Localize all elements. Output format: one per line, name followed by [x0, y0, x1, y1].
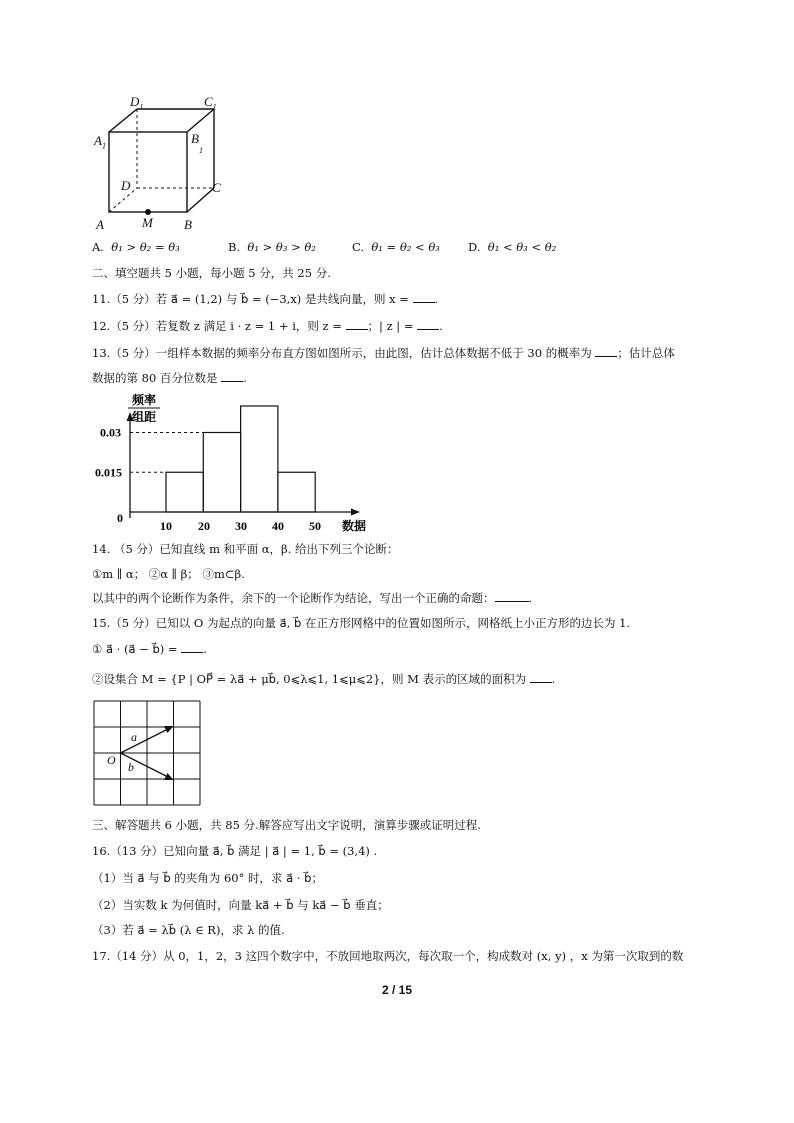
histogram-bar — [203, 433, 240, 513]
answer-blank — [181, 642, 203, 653]
histogram-xtick-10: 10 — [160, 519, 172, 533]
option-d: D. θ₁ < θ₃ < θ₂ — [468, 240, 557, 254]
cube-front-face — [109, 132, 187, 212]
question-15-line-2: ① a⃗ · (a⃗ − b⃗) = . — [92, 642, 207, 656]
histogram-xlabel: 数据 — [341, 519, 367, 533]
option-a: A. θ₁ > θ₂ = θ₃ — [92, 240, 180, 254]
question-14-line-3: 以其中的两个论断作为条件，余下的一个论断作为结论，写出一个正确的命题： . — [92, 591, 533, 605]
vector-a — [121, 729, 170, 754]
cube-figure — [92, 94, 232, 234]
answer-blank — [413, 292, 435, 303]
histogram-xtick-40: 40 — [272, 519, 284, 533]
question-16-line-1: 16.（13 分）已知向量 a⃗, b⃗ 满足 | a⃗ | = 1, b⃗ = (3,4) . — [92, 844, 378, 858]
histogram-bar — [241, 406, 278, 512]
histogram-ylabel-bottom: 组距 — [131, 410, 157, 424]
histogram-xtick-50: 50 — [309, 519, 321, 533]
answer-blank — [495, 591, 529, 602]
label-d: D — [121, 178, 131, 193]
vector-a-arrow-icon — [164, 726, 174, 733]
label-o: O — [107, 753, 116, 767]
section-2-heading: 二、填空题共 5 小题，每小题 5 分，共 25 分. — [92, 266, 331, 280]
x-axis-arrow-icon — [351, 509, 360, 516]
answer-blank — [221, 371, 243, 382]
label-b1: $B_1$ — [191, 131, 203, 155]
answer-blank — [595, 346, 617, 357]
label-d1: $D_1$ — [130, 94, 144, 112]
question-14-line-1: 14. （5 分）已知直线 m 和平面 α，β. 给出下列三个论断： — [92, 542, 399, 556]
question-16-line-3: （2）当实数 k 为何值时，向量 ka⃗ + b⃗ 与 ka⃗ − b⃗ 垂直； — [92, 898, 389, 912]
histogram-xtick-20: 20 — [198, 519, 210, 533]
question-17-line-1: 17.（14 分）从 0，1，2，3 这四个数字中，不放回地取两次，每次取一个，构成数对 (x, y) ，x 为第一次取到的数 — [92, 949, 684, 963]
vector-b-arrow-icon — [164, 773, 174, 780]
question-13-line-2: 数据的第 80 百分位数是 . — [92, 371, 247, 385]
histogram-ylabel-top: 频率 — [131, 393, 157, 407]
option-c: C. θ₁ = θ₂ < θ₃ — [352, 240, 440, 254]
histogram-bar — [166, 472, 203, 512]
histogram-ytick-003: 0.03 — [100, 425, 121, 440]
histogram-bar — [278, 472, 315, 512]
question-14-line-2: ①m ∥ α； ②α ∥ β； ③m⊂β. — [92, 567, 245, 581]
question-15-line-3: ②设集合 M = {P | OP⃗ = λa⃗ + μb⃗, 0⩽λ⩽1, 1⩽μ⩽2}，则 M 表示的区域的面积为 . — [92, 672, 556, 686]
cube-edge-b1c1 — [187, 109, 214, 132]
question-15-line-1: 15.（5 分）已知以 O 为起点的向量 a⃗, b⃗ 在正方形网格中的位置如图所示，网格纸上小正方形的边长为 1. — [92, 616, 631, 630]
option-b: B. θ₁ > θ₃ > θ₂ — [228, 240, 316, 254]
histogram-origin-label: 0 — [117, 511, 123, 525]
label-m: M — [142, 215, 153, 230]
histogram-xtick-30: 30 — [235, 519, 247, 533]
page-number: 2 / 15 — [381, 983, 413, 997]
question-13-line-1: 13.（5 分）一组样本数据的频率分布直方图如图所示，由此图，估计总体数据不低于 30 的概率为 ；估计总体 — [92, 346, 675, 360]
question-11: 11.（5 分）若 a⃗ = (1,2) 与 b⃗ = (−3,x) 是共线向量，则 x = . — [92, 292, 439, 306]
answer-blank — [346, 319, 368, 330]
label-c: C — [212, 180, 221, 195]
answer-blank — [417, 319, 439, 330]
question-16-line-4: （3）若 a⃗ = λb⃗ (λ ∈ R)，求 λ 的值. — [92, 923, 285, 937]
question-12: 12.（5 分）若复数 z 满足 i · z = 1 + i，则 z = ；| z | = . — [92, 319, 443, 333]
label-vector-a: a — [131, 730, 137, 744]
section-3-heading: 三、解答题共 6 小题，共 85 分.解答应写出文字说明，演算步骤或证明过程. — [92, 818, 481, 832]
answer-blank — [530, 672, 552, 683]
question-16-line-2: （1）当 a⃗ 与 b⃗ 的夹角为 60° 时，求 a⃗ · b⃗； — [92, 871, 323, 885]
label-c1: $C_1$ — [204, 94, 217, 112]
frequency-histogram — [92, 388, 382, 538]
histogram-ytick-0015: 0.015 — [95, 465, 122, 480]
label-b: B — [184, 217, 192, 232]
label-a1: $A_1$ — [94, 133, 106, 151]
cube-edge-a1d1 — [109, 109, 137, 132]
cube-edge-bc — [187, 188, 214, 212]
label-a: A — [96, 217, 104, 232]
label-vector-b: b — [128, 760, 134, 774]
